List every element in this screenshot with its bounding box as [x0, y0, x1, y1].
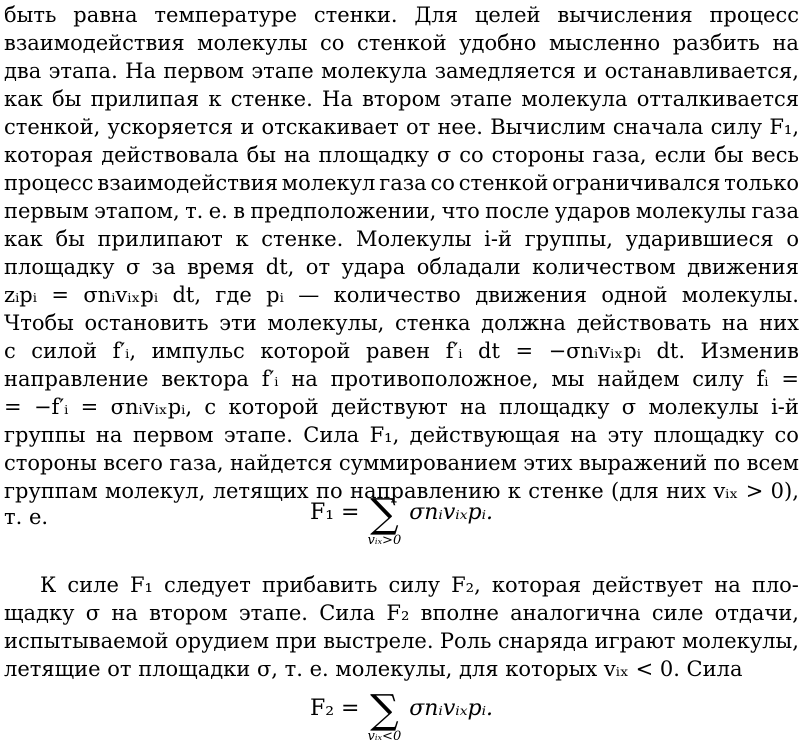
summation — [367, 687, 402, 744]
summation — [367, 491, 402, 548]
text-line: с силой f′ᵢ, импульс которой равен f′ᵢ dt = −σnᵢvᵢₓpᵢ dt. Изменив — [4, 339, 799, 363]
text-line: направление вектора f′ᵢ на противоположное, мы найдем силу fᵢ = — [4, 367, 799, 391]
text-line: = −f′ᵢ = σnᵢvᵢₓpᵢ, с которой действуют на площадку σ молекулы i-й — [4, 395, 799, 419]
text-line: zᵢpᵢ = σnᵢvᵢₓpᵢ dt, где pᵢ — количество движения одной молекулы. — [4, 283, 799, 307]
summation-subscript: vᵢₓ>0 — [367, 533, 402, 548]
text-line: стороны всего газа, найдется суммированием этих выражений по всем — [4, 451, 799, 475]
text-line: площадку σ за время dt, от удара обладали количеством движения — [4, 255, 799, 279]
text-line: быть равна температуре стенки. Для целей вычисления процесс — [4, 3, 799, 27]
text-line: т. е. — [4, 505, 49, 529]
text-line: Чтобы остановить эти молекулы, стенка должна действовать на них — [4, 311, 799, 335]
text-line: процесс взаимодействия молекул газа со стенкой ограничивался только — [4, 171, 799, 195]
text-line: первым этапом, т. е. в предположении, что после ударов молекулы газа — [4, 199, 799, 223]
text-line: испытываемой орудием при выстреле. Роль снаряда играют молекулы, — [4, 629, 799, 653]
text-line: группы на первом этапе. Сила F₁, действующая на эту площадку со — [4, 423, 799, 447]
summation-subscript: vᵢₓ<0 — [367, 729, 402, 744]
equation-lhs: F₁ = — [309, 500, 360, 525]
equation-rhs: σnᵢvᵢₓpᵢ. — [409, 696, 494, 721]
equation-lhs: F₂ = — [309, 696, 360, 721]
text-line: как бы прилипая к стенке. На втором этапе молекула отталкивается — [4, 87, 799, 111]
text-line: группам молекул, летящих по направлению к стенке (для них vᵢₓ > 0), — [4, 479, 799, 503]
text-line: которая действовала бы на площадку σ со стороны газа, если бы весь — [4, 143, 799, 167]
text-line: взаимодействия молекулы со стенкой удобно мысленно разбить на — [4, 31, 799, 55]
text-line: щадку σ на втором этапе. Сила F₂ вполне аналогична силе отдачи, — [4, 601, 799, 625]
text-line: К силе F₁ следует прибавить силу F₂, которая действует на пло- — [40, 573, 799, 597]
equation-f2 — [0, 687, 803, 752]
text-line: как бы прилипают к стенке. Молекулы i-й группы, ударившиеся о — [4, 227, 799, 251]
equation-rhs: σnᵢvᵢₓpᵢ. — [409, 500, 494, 525]
text-line: стенкой, ускоряется и отскакивает от нее. Вычислим сначала силу F₁, — [4, 115, 799, 139]
text-line: летящие от площадки σ, т. е. молекулы, для которых vᵢₓ < 0. Сила — [4, 657, 743, 681]
sigma-symbol: ∑ — [370, 491, 399, 537]
sigma-symbol: ∑ — [370, 687, 399, 733]
text-line: два этапа. На первом этапе молекула замедляется и останавливается, — [4, 59, 799, 83]
